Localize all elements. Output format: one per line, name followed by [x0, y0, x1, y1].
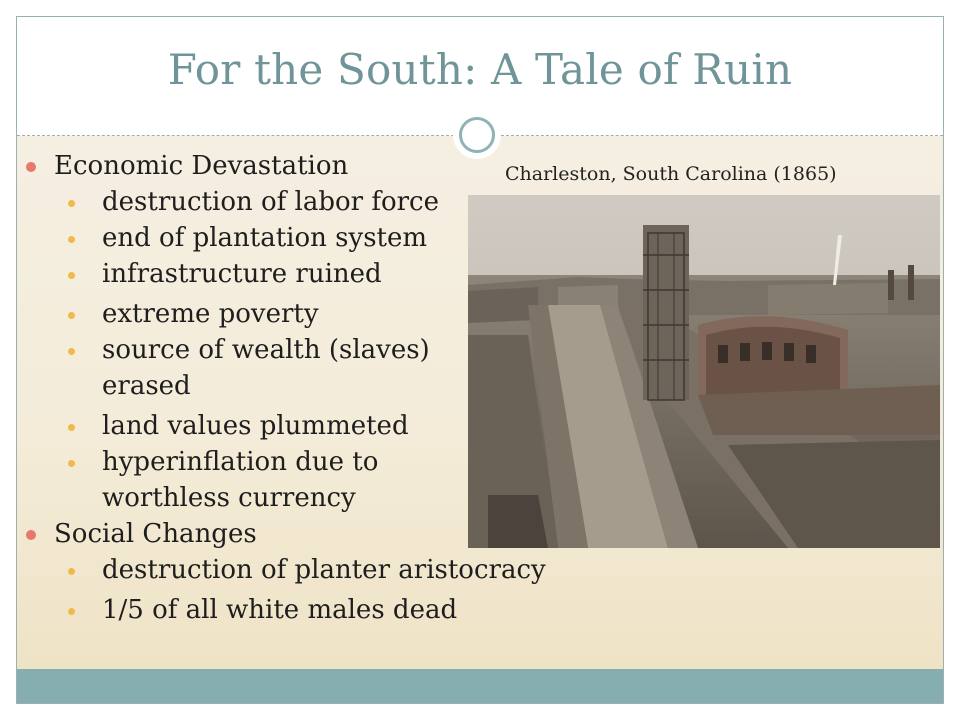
- bullet-dot-icon: [26, 530, 36, 540]
- bullet-social-changes: Social Changes: [17, 516, 617, 552]
- bullet-economic-devastation: Economic Devastation: [17, 148, 617, 184]
- list-item-continuation: erased: [102, 371, 191, 401]
- list-item-continuation: worthless currency: [102, 483, 356, 513]
- charleston-ruins-photo: [468, 195, 940, 548]
- list-item: source of wealth (slaves): [17, 332, 617, 368]
- bullet-dot-icon: [68, 348, 75, 355]
- list-item: end of plantation system: [17, 220, 617, 256]
- list-item: destruction of labor force: [17, 184, 617, 220]
- bullet-dot-icon: [68, 200, 75, 207]
- circle-ornament-icon: [453, 111, 501, 159]
- list-item: land values plummeted: [17, 408, 617, 444]
- footer-band: [17, 669, 943, 703]
- photo-caption: Charleston, South Carolina (1865): [505, 163, 837, 185]
- bullet-dot-icon: [68, 236, 75, 243]
- bullet-dot-icon: [68, 568, 75, 575]
- list-item: 1/5 of all white males dead: [17, 592, 617, 628]
- list-item: destruction of planter aristocracy: [17, 552, 617, 588]
- bullet-dot-icon: [68, 608, 75, 615]
- bullet-dot-icon: [68, 424, 75, 431]
- bullet-dot-icon: [68, 272, 75, 279]
- list-item: infrastructure ruined: [17, 256, 617, 292]
- slide: [16, 16, 944, 704]
- slide-title: For the South: A Tale of Ruin: [167, 45, 793, 94]
- bullet-dot-icon: [26, 162, 36, 172]
- bullet-dot-icon: [68, 460, 75, 467]
- list-item: extreme poverty: [17, 296, 617, 332]
- bullet-dot-icon: [68, 312, 75, 319]
- list-item: hyperinflation due to: [17, 444, 617, 480]
